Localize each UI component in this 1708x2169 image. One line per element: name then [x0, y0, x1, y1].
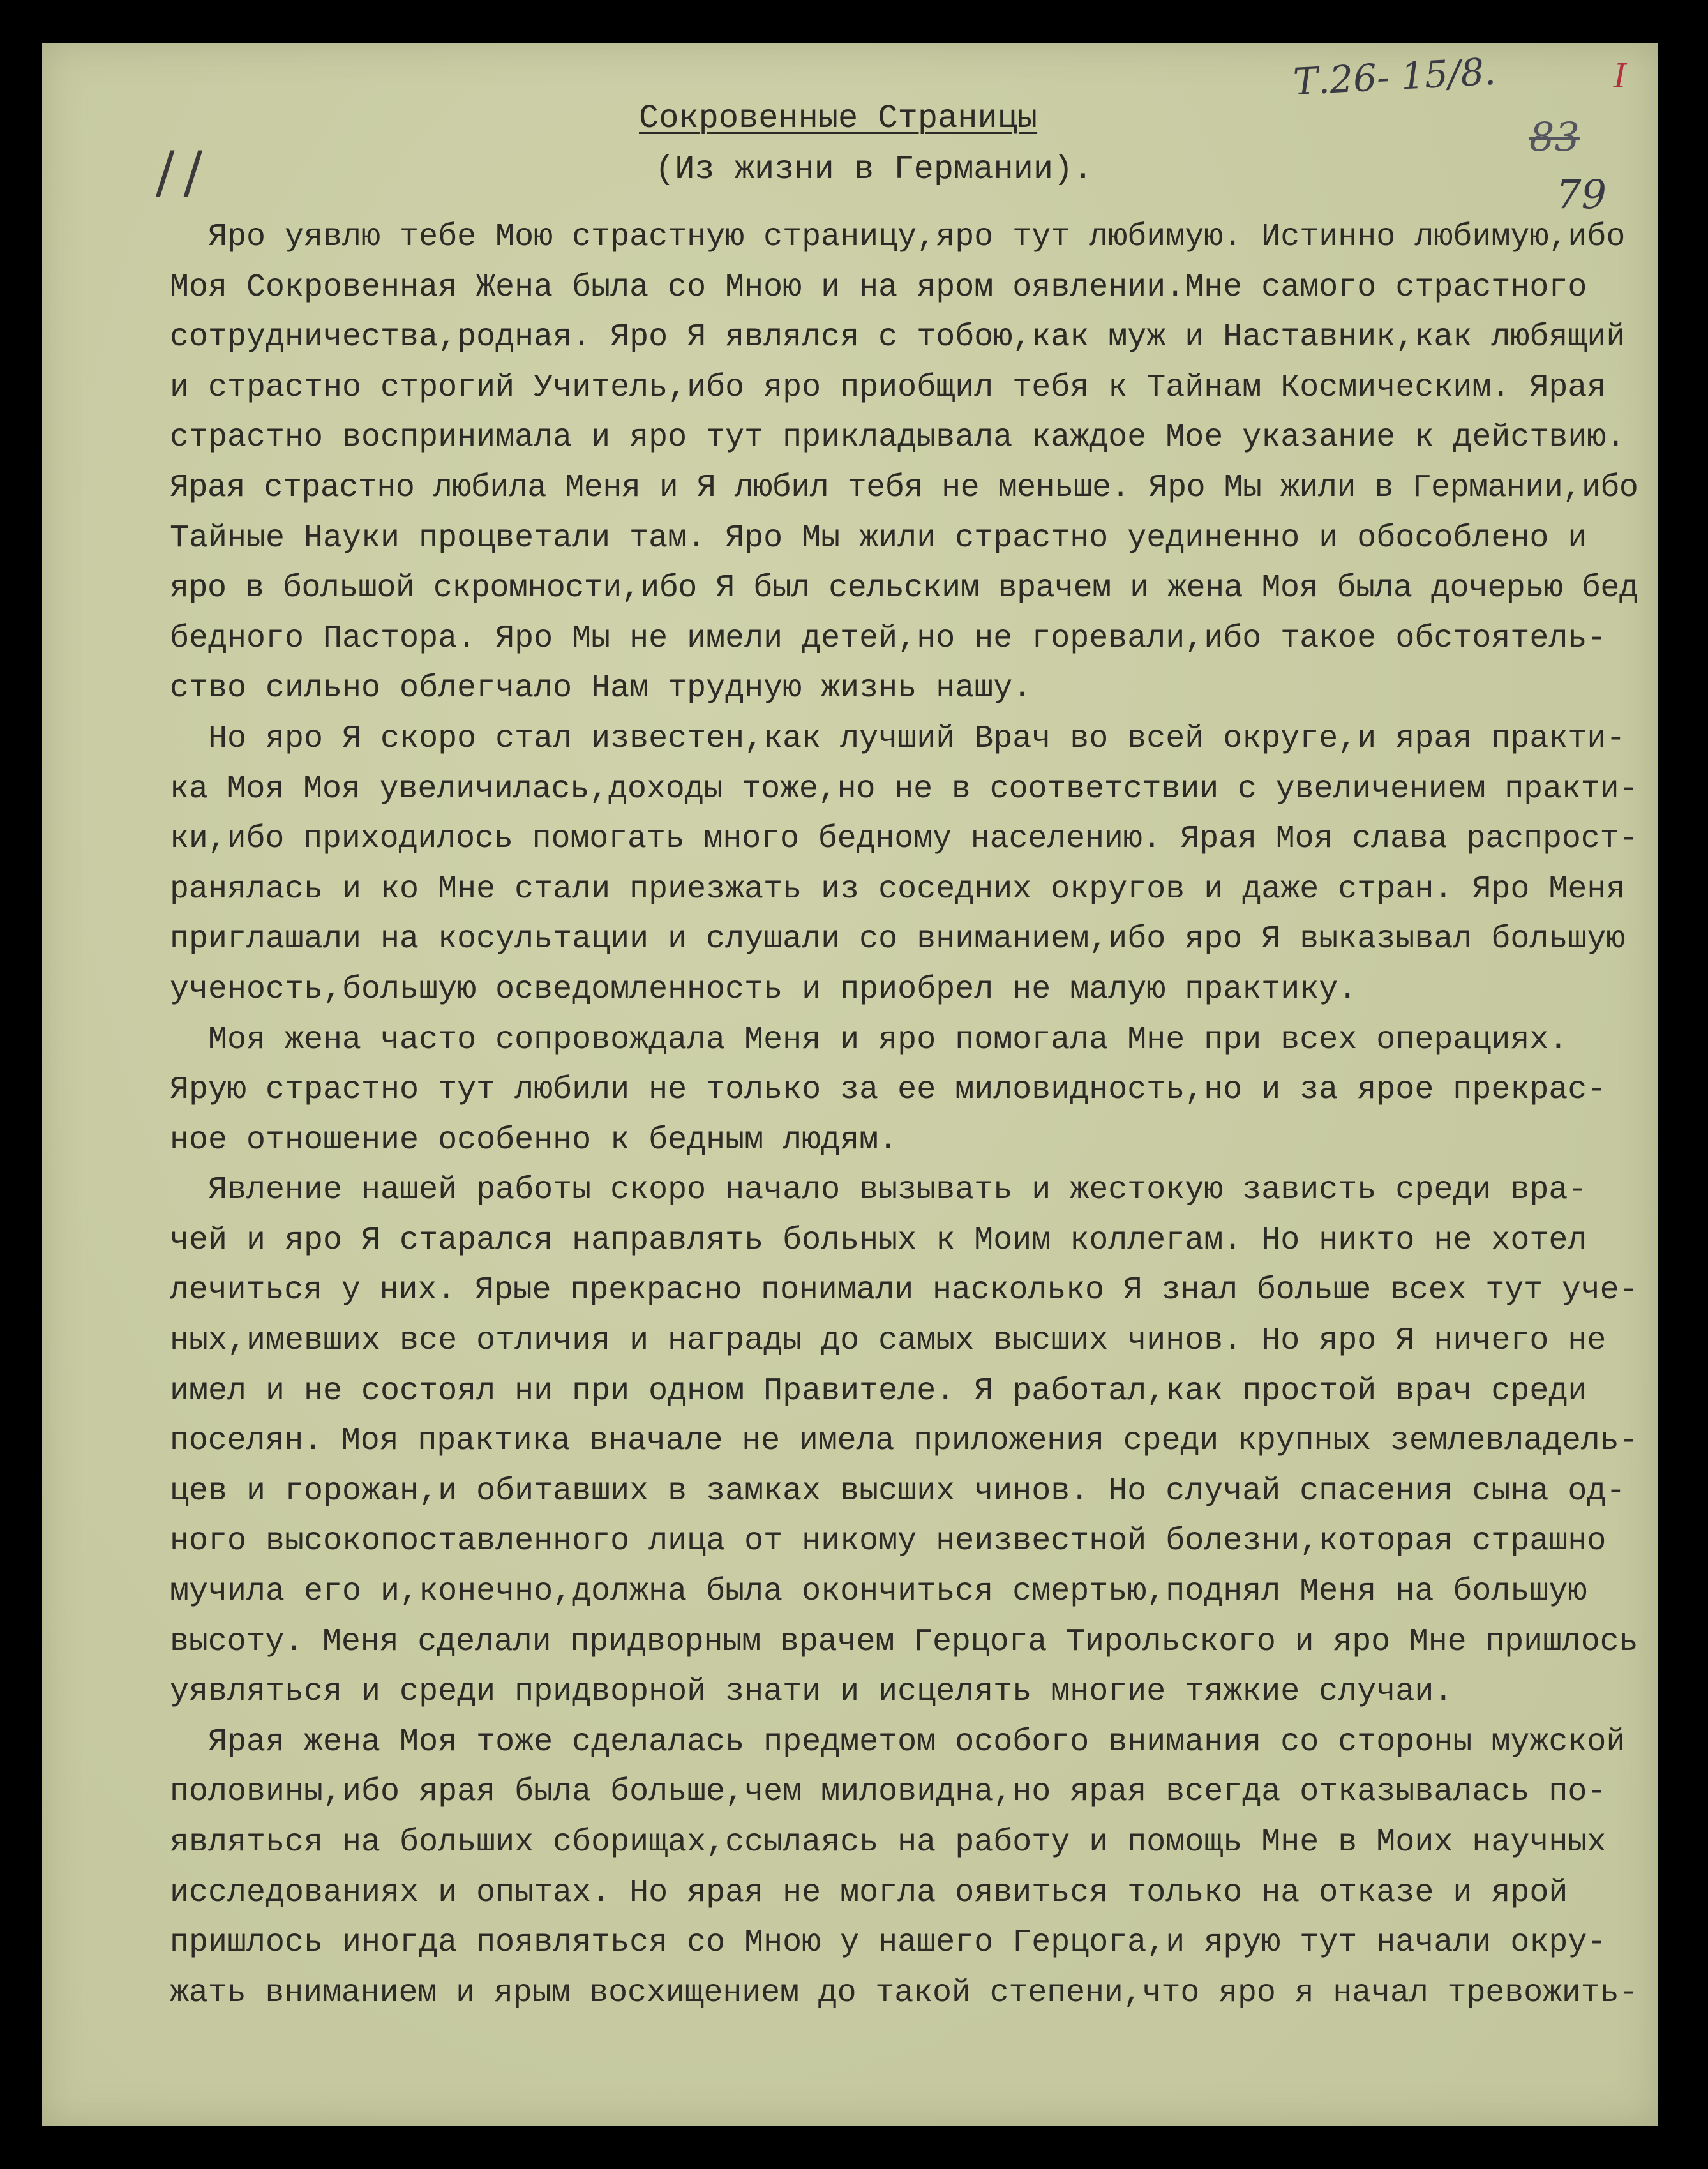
text-line: чей и яро Я старался направлять больных к Моим коллегам. Но никто не хотел [170, 1222, 1587, 1259]
text-line: жать вниманием и ярым восхищением до такой степени,что яро я начал тревожить- [170, 1974, 1638, 2011]
text-line: ного высокопоставленного лица от никому неизвестной болезни,которая страшно [170, 1523, 1607, 1560]
text-line: пришлось иногда появляться со Мною у нашего Герцога,и ярую тут начали окру- [170, 1925, 1607, 1962]
red-pencil-mark: I [1614, 57, 1627, 96]
text-line: Но яро Я скоро стал известен,как лучший Врач во всей округе,и ярая практи- [170, 720, 1626, 757]
old-page-number: 83 [1529, 114, 1580, 160]
text-line: являться на больших сборищах,ссылаясь на работу и помощь Мне в Моих научных [170, 1824, 1607, 1861]
text-line: Ярая жена Моя тоже сделалась предметом особого внимания со стороны мужской [170, 1723, 1626, 1760]
text-line: поселян. Моя практика вначале не имела приложения среди крупных землевладель- [170, 1423, 1638, 1460]
text-line: бедного Пастора. Яро Мы не имели детей,но не горевали,ибо такое обстоятель- [170, 620, 1607, 657]
text-line: ных,имевших все отличия и награды до самых высших чинов. Но яро Я ничего не [170, 1323, 1607, 1360]
text-line: и страстно строгий Учитель,ибо яро приобщил тебя к Тайнам Космическим. Ярая [170, 369, 1607, 406]
text-line: лечиться у них. Ярые прекрасно понимали насколько Я знал больше всех тут уче- [170, 1272, 1638, 1309]
text-line: цев и горожан,и обитавших в замках высших чинов. Но случай спасения сына од- [170, 1473, 1626, 1510]
text-line: высоту. Меня сделали придворным врачем Герцога Тирольского и яро Мне пришлось [170, 1623, 1638, 1660]
text-line: ученость,большую осведомленность и приобрел не малую практику. [170, 971, 1358, 1008]
text-line: Явление нашей работы скоро начало вызывать и жестокую зависть среди вра- [170, 1172, 1587, 1209]
text-line: ка Моя Моя увеличилась,доходы тоже,но не в соответствии с увеличением практи- [170, 770, 1638, 807]
text-line: Моя жена часто сопровождала Меня и яро помогала Мне при всех операциях. [170, 1021, 1568, 1058]
text-line: Тайные Науки процветали там. Яро Мы жили страстно уединенно и обособлено и [170, 520, 1587, 557]
text-line: Ярая страстно любила Меня и Я любил тебя не меньше. Яро Мы жили в Германии,ибо [170, 469, 1638, 506]
text-line: Моя Сокровенная Жена была со Мною и на яром оявлении.Мне самого страстного [170, 269, 1587, 306]
text-line: страстно воспринимала и яро тут прикладывала каждое Мое указание к действию. [170, 419, 1626, 456]
text-line: приглашали на косультации и слушали со вниманием,ибо яро Я выказывал большую [170, 921, 1626, 958]
text-line: ки,ибо приходилось помогать много бедному населению. Ярая Моя слава распрост- [170, 821, 1638, 858]
text-line: сотрудничества,родная. Яро Я являлся с тобою,как муж и Наставник,как любящий [170, 319, 1626, 356]
text-line: мучила его и,конечно,должна была окончиться смертью,поднял Меня на большую [170, 1573, 1587, 1610]
document-title: Сокровенные Страницы [639, 100, 1038, 137]
text-line: Яро уявлю тебе Мою страстную страницу,яро тут любимую. Истинно любимую,ибо [170, 219, 1626, 255]
document-subtitle: (Из жизни в Германии). [655, 151, 1093, 188]
text-line: яро в большой скромности,ибо Я был сельским врачем и жена Моя была дочерью бед [170, 570, 1638, 607]
page-number: 79 [1556, 171, 1607, 218]
document-page [42, 43, 1658, 2126]
document-body [170, 213, 1638, 2018]
archive-reference: Т.26- 15/8. [1292, 49, 1497, 104]
text-line: ранялась и ко Мне стали приезжать из соседних округов и даже стран. Яро Меня [170, 871, 1626, 908]
text-line: уявляться и среди придворной знати и исцелять многие тяжкие случаи. [170, 1674, 1453, 1711]
text-line: имел и не состоял ни при одном Правителе. Я работал,как простой врач среди [170, 1372, 1587, 1409]
text-line: Ярую страстно тут любили не только за ее миловидность,но и за ярое прекрас- [170, 1072, 1607, 1109]
text-line: половины,ибо ярая была больше,чем миловидна,но ярая всегда отказывалась по- [170, 1774, 1607, 1811]
text-line: исследованиях и опытах. Но ярая не могла оявиться только на отказе и ярой [170, 1874, 1568, 1911]
margin-marks: // [156, 139, 212, 205]
text-line: ство сильно облегчало Нам трудную жизнь нашу. [170, 670, 1032, 707]
text-line: ное отношение особенно к бедным людям. [170, 1122, 898, 1159]
